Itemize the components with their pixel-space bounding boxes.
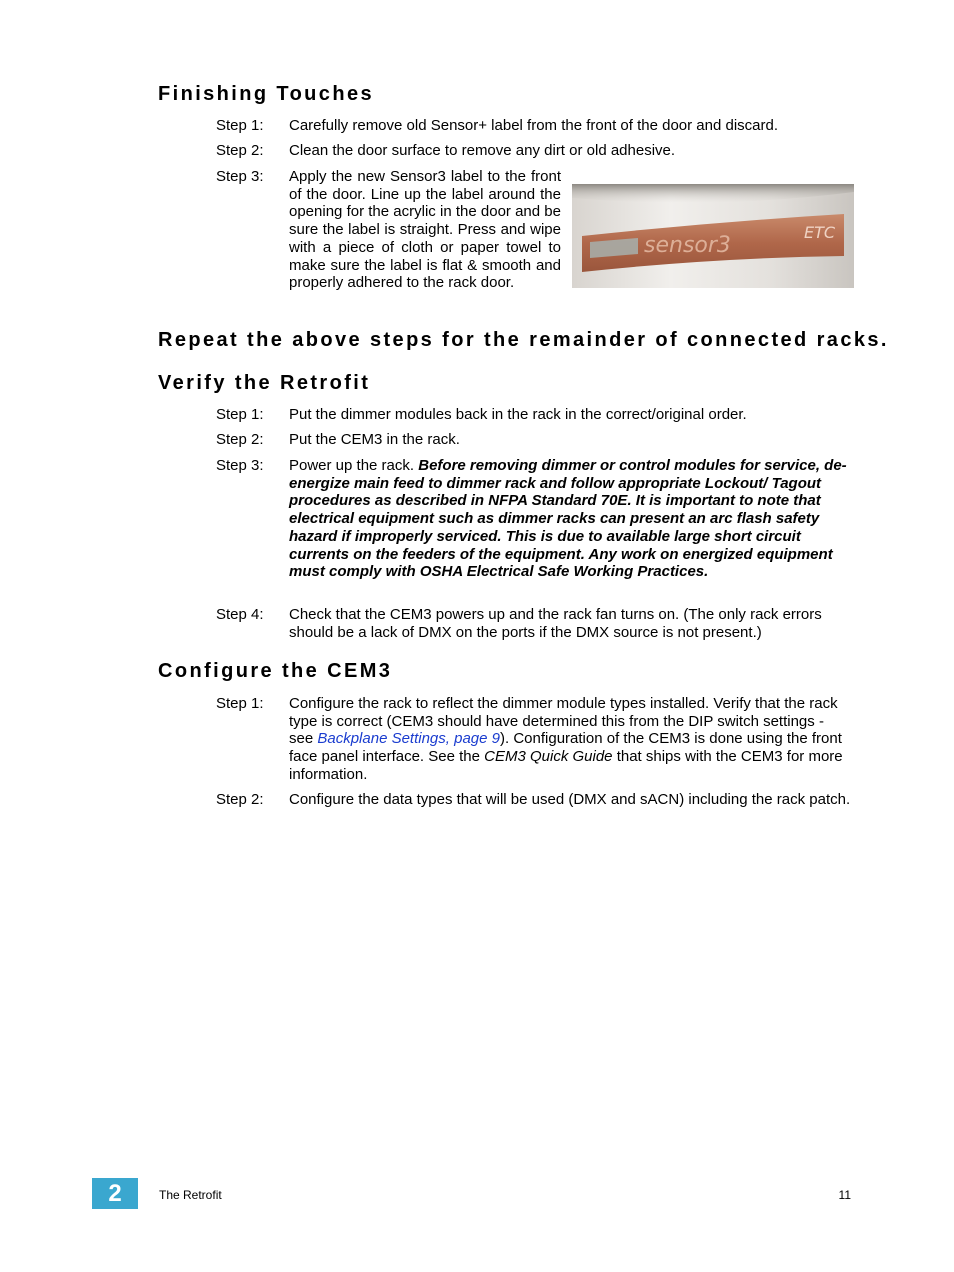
step-label: Step 1: (216, 117, 264, 134)
finishing-step-1 (216, 117, 852, 135)
step-label: Step 2: (216, 791, 264, 808)
heading-verify-retrofit: Verify the Retrofit (158, 372, 371, 394)
step-text: Check that the CEM3 powers up and the rack fan turns on. (The only rack errors should be a lack of DMX on the ports if the DMX source is not present.) (289, 606, 822, 641)
chapter-number-tab: 2 (92, 1178, 138, 1209)
step-label: Step 1: (216, 406, 264, 423)
step-label: Step 3: (216, 168, 264, 185)
step-text: Configure the data types that will be used (DMX and sACN) including the rack patch. (289, 791, 851, 808)
step-text-part-a: Configure the rack to reflect the dimmer module types installed. Verify that the rack type is correct (CEM3 should have determined this from the DIP switch settings - see (289, 695, 838, 748)
step-text (289, 457, 852, 581)
configure-step-1 (216, 695, 852, 784)
step-label: Step 3: (216, 457, 264, 474)
verify-step-4 (216, 606, 852, 641)
step-text: Apply the new Sensor3 label to the front of the door. Line up the label around the opening for the acrylic in the door and be sure the label is straight. Press and wipe with a piece of cloth or paper towel to make sure the label is flat & smooth and properly adhered to the rack door. (289, 168, 561, 292)
configure-step-2 (216, 791, 852, 809)
step-text-part-c: that ships with the CEM3 for more information. (289, 748, 843, 783)
verify-step-1 (216, 406, 852, 424)
step-text-plain: Power up the rack. (289, 457, 419, 474)
page-number: 11 (838, 1188, 851, 1202)
heading-configure-cem3: Configure the CEM3 (158, 660, 393, 682)
step-label: Step 1: (216, 695, 264, 712)
heading-repeat-steps: Repeat the above steps for the remainder of connected racks. (158, 329, 889, 351)
step-label: Step 2: (216, 431, 264, 448)
sensor3-label-photo (572, 184, 854, 288)
photo-brand-text: ETC (804, 223, 836, 242)
step-text: Put the dimmer modules back in the rack in the correct/original order. (289, 406, 747, 423)
step-text-part-b: ). Configuration of the CEM3 is done using the front face panel interface. See the (289, 730, 842, 766)
step-text: Carefully remove old Sensor+ label from the front of the door and discard. (289, 117, 779, 134)
step-text (289, 695, 852, 784)
step-text: Clean the door surface to remove any dirt or old adhesive. (289, 142, 676, 159)
photo-label-text: sensor3 (644, 233, 731, 258)
step-label: Step 2: (216, 142, 264, 159)
verify-step-3 (216, 457, 852, 581)
footer-chapter-title: The Retrofit (159, 1188, 222, 1202)
backplane-settings-link[interactable]: Backplane Settings, page 9 (317, 730, 500, 748)
finishing-step-2 (216, 142, 852, 160)
verify-step-2 (216, 431, 852, 449)
quick-guide-title: CEM3 Quick Guide (484, 748, 613, 766)
heading-finishing-touches: Finishing Touches (158, 83, 374, 105)
safety-warning: Before removing dimmer or control modules for service, de-energize main feed to dimmer rack and follow appropriate Lockout/ Tagout procedures as described in NFPA Standard 70E. It is important to note that electrical equipment such as dimmer racks can present an arc flash safety hazard if improperly serviced. This is due to available large short circuit currents on the feeders of the equipment. Any work on energized equipment must comply with OSHA Electrical Safe Working Practices. (289, 457, 847, 581)
step-text: Put the CEM3 in the rack. (289, 431, 460, 448)
step-label: Step 4: (216, 606, 264, 623)
